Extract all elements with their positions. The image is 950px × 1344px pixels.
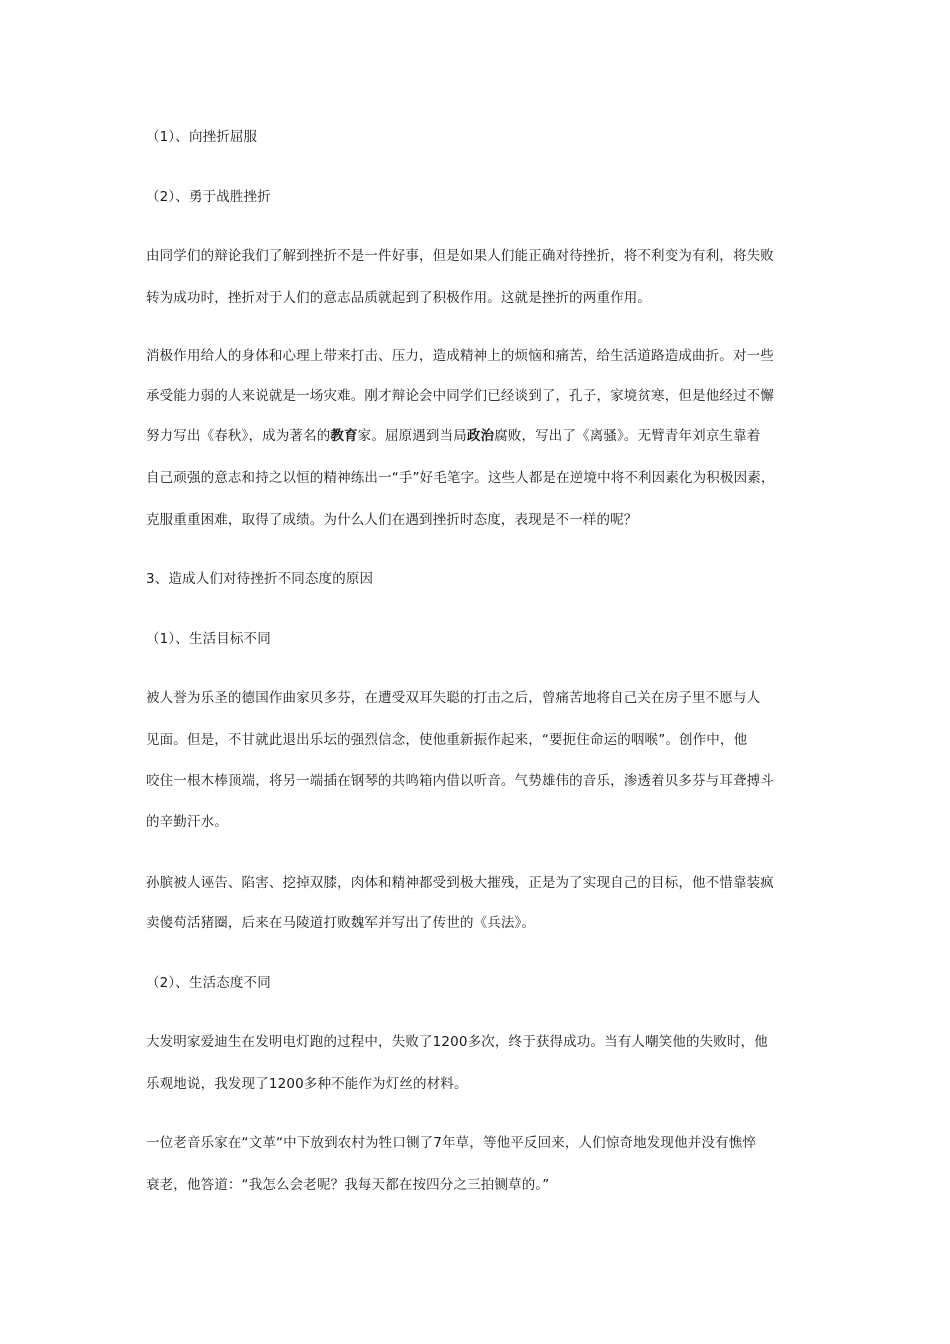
list-item-2: （2）、勇于战胜挫折: [146, 189, 271, 205]
paragraph-1-line-2: 转为成功时，挫折对于人们的意志品质就起到了积极作用。这就是挫折的两重作用。: [146, 290, 652, 306]
bold-keyword-politics: 政治: [466, 428, 495, 444]
subheading-2: （2）、生活态度不同: [146, 975, 271, 991]
paragraph-2-line-3: [146, 426, 760, 446]
paragraph-5-line-1: 大发明家爱迪生在发明电灯跑的过程中，失败了1200多次，终于获得成功。当有人嘲笑他的失败时，他: [146, 1034, 768, 1050]
paragraph-1-line-1: 由同学们的辩论我们了解到挫折不是一件好事，但是如果人们能正确对待挫折，将不利变为有利，将失败: [146, 248, 774, 264]
paragraph-3-line-1: 被人誉为乐圣的德国作曲家贝多芬，在遭受双耳失聪的打击之后，曾痛苦地将自己关在房子里不愿与人: [146, 690, 761, 706]
paragraph-6-line-2: 衰老，他答道：“我怎么会老呢？我每天都在按四分之三拍铡草的。”: [146, 1177, 550, 1193]
paragraph-5-line-2: 乐观地说，我发现了1200多种不能作为灯丝的材料。: [146, 1076, 468, 1092]
paragraph-2-line-5: 克服重重困难，取得了成绩。为什么人们在遇到挫折时态度，表现是不一样的呢？: [146, 512, 638, 528]
list-item-1: （1）、向挫折屈服: [146, 129, 258, 145]
paragraph-4-line-2: 卖傻苟活猪圈，后来在马陵道打败魏军并写出了传世的《兵法》。: [146, 915, 536, 931]
paragraph-2-line-4: 自己顽强的意志和持之以恒的精神练出一“手”好毛笔字。这些人都是在逆境中将不利因素化为积极因素，: [146, 470, 775, 486]
paragraph-2-line-2: 承受能力弱的人来说就是一场灾难。刚才辩论会中同学们已经谈到了，孔子，家境贫寒，但是他经过不懈: [146, 388, 774, 404]
section-heading-3: 3、造成人们对待挫折不同态度的原因: [146, 571, 374, 587]
text-run: 家。屈原遇到当局: [357, 428, 467, 444]
paragraph-3-line-2: 见面。但是，不甘就此退出乐坛的强烈信念，使他重新振作起来，“要扼住命运的咽喉”。创作中，他: [146, 732, 748, 748]
bold-keyword-education: 教育: [330, 428, 358, 444]
paragraph-3-line-3: 咬住一根木棒顶端，将另一端插在钢琴的共鸣箱内借以听音。气势雄伟的音乐，渗透着贝多芬与耳聋搏斗: [146, 773, 774, 789]
paragraph-6-line-1: 一位老音乐家在“文革“中下放到农村为牲口铡了7年草，等他平反回来，人们惊奇地发现他并没有憔悴: [146, 1135, 756, 1151]
paragraph-4-line-1: 孙膑被人诬告、陷害、挖掉双膝，肉体和精神都受到极大摧残，正是为了实现自己的目标，他不惜靠装疯: [146, 875, 774, 891]
subheading-1: （1）、生活目标不同: [146, 631, 271, 647]
text-run: 腐败，写出了《离骚》。无臂青年刘京生靠着: [494, 428, 761, 444]
text-run: 努力写出《春秋》，成为著名的: [146, 428, 331, 444]
paragraph-3-line-4: 的辛勤汗水。: [146, 814, 228, 830]
paragraph-2-line-1: 消极作用给人的身体和心理上带来打击、压力，造成精神上的烦恼和痛苦，给生活道路造成曲折。对一些: [146, 348, 774, 364]
